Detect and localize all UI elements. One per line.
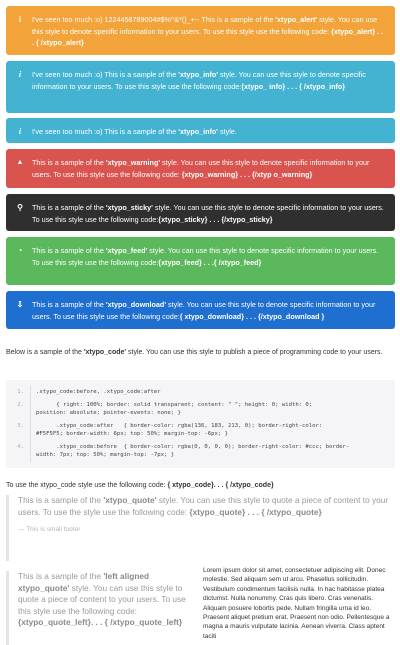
- alert-code: {xtypo_alert} . . . { /xtypo_alert}: [32, 26, 384, 47]
- code-usage-text: To use the xtypo_code style use the following code:: [6, 482, 168, 489]
- code-line-number: 2.: [17, 402, 24, 408]
- blockquote: [6, 495, 395, 561]
- info-short-text-post: style.: [218, 127, 237, 136]
- info-icon: i: [18, 127, 22, 136]
- alert-box-sticky: [6, 194, 395, 231]
- left-aligned-blockquote: [6, 571, 190, 645]
- code-intro-paragraph: [6, 348, 395, 359]
- code-intro-pre: Below is a sample of the: [6, 349, 84, 356]
- pin-icon: ⚲: [17, 203, 23, 212]
- code-line-text: .xtypo_code:before { border-color: rgba(0, 0, 0, 0); border-right-color: #ccc; border- width: 7px; top: 50%; margin-top: -7px; }: [36, 444, 350, 459]
- warning-code: {xtypo_warning} . . . {/xtyp o_warning}: [181, 169, 313, 179]
- alert-box-info: [6, 61, 395, 113]
- alert-box-info-short: [6, 118, 395, 143]
- quote-text-mid: style. You can use this style to quote a piece of content to your users. To use the style use the following code:: [18, 495, 389, 517]
- code-block: [6, 380, 395, 468]
- info-short-text: I've seen too much :o) This is a sample of the: [32, 127, 179, 136]
- feed-text-post: style. You can use this style to denote specific information to your users.: [147, 246, 379, 255]
- info-icon: i: [18, 70, 22, 79]
- feed-text-line2: To use this style use the following code:: [32, 257, 159, 267]
- quote-code: {xtypo_quote} . . . { /xtypo_quote}: [189, 506, 322, 517]
- alert-box-warning: [6, 149, 395, 188]
- left-quote-style-name: 'left aligned xtypo_quote': [18, 571, 150, 593]
- code-line-number: 3.: [17, 423, 24, 429]
- feed-text: This is a sample of the: [32, 246, 106, 255]
- code-line-text: .xtypo_code:before, .xtypo_code:after: [36, 389, 161, 395]
- download-text: This is a sample of the: [32, 300, 106, 309]
- info-code: {xtypo_ info} . . . { /xtypo_info}: [241, 81, 346, 91]
- feed-code: {xtypo_feed} . . .{ /xtypo_feed}: [158, 257, 262, 267]
- code-usage-line: [6, 481, 395, 491]
- alert-text-post: style. You can use this style to denote specific information to your users. To use this style use the following code:: [32, 15, 378, 36]
- download-icon: ⇩: [16, 300, 24, 309]
- sticky-text-post: style. You can use this style to denote specific information to your users. To use this style use the following code:: [32, 203, 384, 224]
- sticky-text: This is a sample of the: [32, 203, 106, 212]
- warning-style-name: 'xtypo_warning': [105, 158, 161, 167]
- warning-text: This is a sample of the: [32, 158, 106, 167]
- download-code: { xtypo_download} . . . {/xtypo_download }: [179, 311, 325, 321]
- warning-text-post: style. You can use this style to denote specific information to your users. To use this style use the following code:: [32, 158, 370, 179]
- alert-style-name: 'xtypo_alert': [275, 15, 318, 24]
- quote-style-name: 'xtypo_quote': [103, 495, 157, 505]
- left-quote-code: {xtypo_quote_left}. . . { /xtypo_quote_left}: [18, 617, 183, 628]
- quote-text-pre: This is a sample of the: [18, 495, 104, 505]
- alert-box-alert: [6, 6, 395, 55]
- sticky-style-name: 'xtypo_sticky': [105, 203, 153, 212]
- rss-feed-icon: ◔: [17, 246, 23, 255]
- sticky-code: {xtypo_sticky} . . . {/xtypo_sticky}: [158, 214, 273, 224]
- info-style-name: 'xtypo_info': [178, 70, 219, 79]
- code-intro-style-name: 'xtypo_code': [83, 349, 127, 356]
- lorem-paragraph: Lorem ipsum dolor sit amet, consectetuer adipiscing elit. Donec molestie. Sed aliquam sem ut arcu. Phasellus sollicitudin. Vestibulum condimentum facilisis nulla. In hac habitasse platea dictumst. Nulla nonummy. Cras quis libero. Cras venenatis. Aliquam posuere lobortis pede. Nullam fringilla urna id leo. Praesent aliquet pretium erat. Praesent non odio. Pellentesque a magna a mauris vulputate lacinia. Aenean viverra. Class aptent taciti: [203, 567, 390, 640]
- code-line-text: { right: 100%; border: solid transparent; content: " "; height: 0; width: 0; position: absolute; pointer-events: none; }: [36, 402, 313, 417]
- code-usage-code: { xtypo_code}. . . { /xtypo_code}: [167, 482, 274, 489]
- download-text-post: style. You can use this style to denote specific information to your users. To use this style use the following code:: [32, 300, 376, 321]
- warning-triangle-icon: ▲: [16, 159, 24, 166]
- info-text: I've seen too much :o) This is a sample of the: [32, 70, 179, 79]
- download-style-name: 'xtypo_download': [105, 300, 167, 309]
- code-line-number: 4.: [17, 444, 24, 450]
- left-quote-text-mid: style. You can use this style to quote a piece of content to your users. To use this style use the following code:: [18, 582, 186, 616]
- alert-box-feed: [6, 237, 395, 285]
- warning-circle-icon: i: [18, 15, 22, 24]
- feed-style-name: 'xtypo_feed': [105, 246, 148, 255]
- quote-footer: — This is small footer: [18, 526, 81, 534]
- code-intro-post: style. You can use this style to publish a piece of programming code to your users.: [126, 349, 383, 356]
- info-text-post: style. You can use this style to denote specific information to your users. To use this style use the following code:: [32, 70, 366, 91]
- code-line-number: 1.: [17, 389, 24, 395]
- left-quote-text-pre: This is a sample of the: [18, 571, 104, 581]
- code-gutter-divider: [30, 386, 31, 462]
- code-line-text: .xtypo_code:after { border-color: rgba(136, 183, 213, 0); border-right-color: #F5F5F5; border-width: 6px; top: 50%; margin-top: -6px; }: [36, 423, 323, 438]
- alert-text: I've seen too much :o) 1224458789004#$%^&*()_+-- This is a sample of the: [32, 15, 276, 24]
- info-short-style-name: 'xtypo_info': [178, 127, 219, 136]
- alert-box-download: [6, 291, 395, 329]
